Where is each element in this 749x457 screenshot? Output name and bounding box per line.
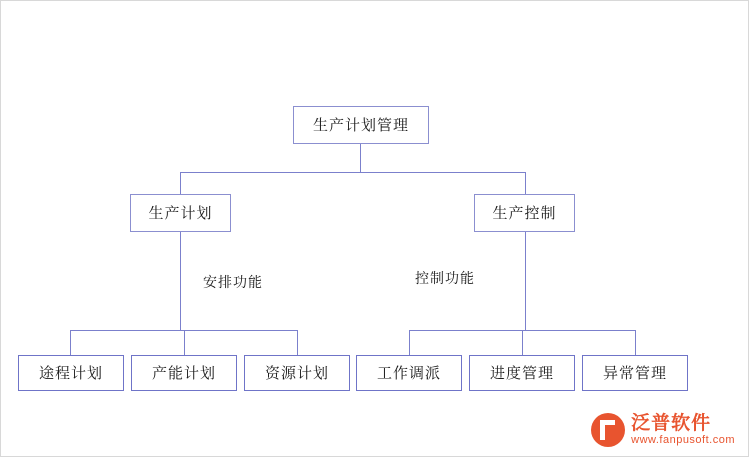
- node-root: 生产计划管理: [293, 106, 429, 144]
- connector-right-leaf-2: [522, 330, 523, 355]
- node-production-control: 生产控制: [474, 194, 575, 232]
- connector-right-down: [525, 232, 526, 330]
- connector-left-leaf-2: [184, 330, 185, 355]
- node-work-dispatch: 工作调派: [356, 355, 462, 391]
- node-exception-management: 异常管理: [582, 355, 688, 391]
- node-production-plan: 生产计划: [130, 194, 231, 232]
- connector-left-leaf-3: [297, 330, 298, 355]
- branch-label-arrange: 安排功能: [203, 274, 263, 290]
- node-resource-plan: 资源计划: [244, 355, 350, 391]
- connector-to-production-control: [525, 172, 526, 194]
- watermark-text: [631, 413, 735, 447]
- connector-left-down: [180, 232, 181, 330]
- connector-left-leaf-1: [70, 330, 71, 355]
- brand-name: 泛普软件: [631, 412, 712, 434]
- node-route-plan: 途程计划: [18, 355, 124, 391]
- connector-right-leaf-1: [409, 330, 410, 355]
- connector-root-bus: [180, 172, 525, 173]
- connector-root-down: [360, 144, 361, 172]
- node-capacity-plan: 产能计划: [131, 355, 237, 391]
- brand-url: www.fanpusoft.com: [631, 434, 735, 447]
- branch-label-control: 控制功能: [415, 270, 475, 286]
- connector-to-production-plan: [180, 172, 181, 194]
- connector-right-leaf-3: [635, 330, 636, 355]
- watermark: [591, 413, 735, 447]
- node-progress-management: 进度管理: [469, 355, 575, 391]
- brand-logo-icon: [591, 413, 625, 447]
